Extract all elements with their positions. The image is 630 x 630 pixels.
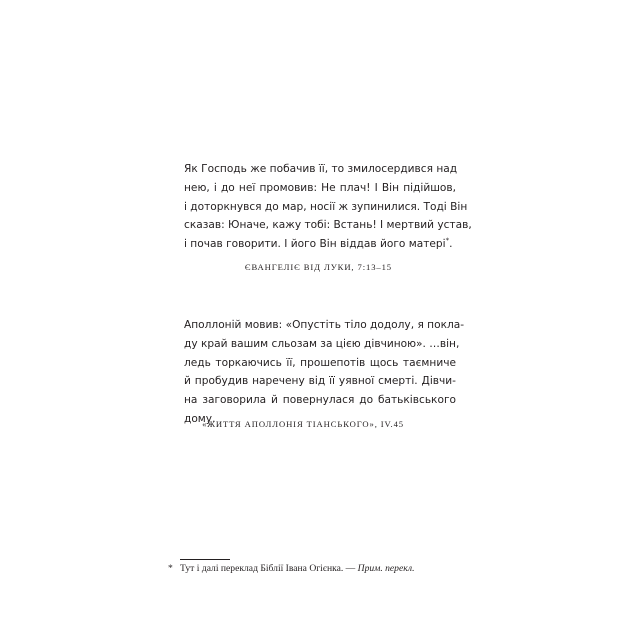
quote-luke [184,160,472,254]
quote-line-last [184,235,456,254]
footnote-text: Тут і далі переклад Біблії Івана Огієнка. — [180,563,358,574]
quote-end: . [449,238,453,251]
quote-line: й пробудив наречену від її уявної смерті. Дівчи- [184,375,456,388]
quote-line-text: і почав говорити. І його Він віддав його матері [184,238,446,251]
quote-line: ду край вашим сльозам за цією дівчиною». …він, [184,337,460,350]
footnote-italic: Прим. перекл. [357,563,415,574]
quote-line: Як Господь же побачив її, то змилосердився над [184,163,458,175]
footnote [168,563,415,574]
quote-line: Аполлоній мовив: «Опустіть тіло додолу, я поклa- [184,319,465,331]
quote-line: нею, і до неї промовив: Не плач! І Він підійшов, [184,181,456,194]
footnote-reference: * [445,236,450,245]
footnote-mark: * [168,563,173,574]
quote-line: і доторкнувся до мар, носії ж зупинилися. Тоді Він [184,200,468,213]
quote-line: ледь торкаючись її, прошепотів щось таємниче [184,356,456,369]
footnote-divider [180,559,230,560]
quote-line: на заговорила й повернулася до батьківського [184,394,456,407]
quote-line-last: дому. [184,412,216,425]
quote-line: сказав: Юначе, кажу тобі: Встань! І мертвий устав, [184,219,472,232]
quote-apollonius [184,316,465,429]
quote-source-apollonius: «ЖИТТЯ АПОЛЛОНІЯ ТІАНСЬКОГО», IV.45 [202,419,404,429]
quote-source-luke: ЄВАНГЕЛІЄ ВІД ЛУКИ, 7:13–15 [244,262,392,272]
